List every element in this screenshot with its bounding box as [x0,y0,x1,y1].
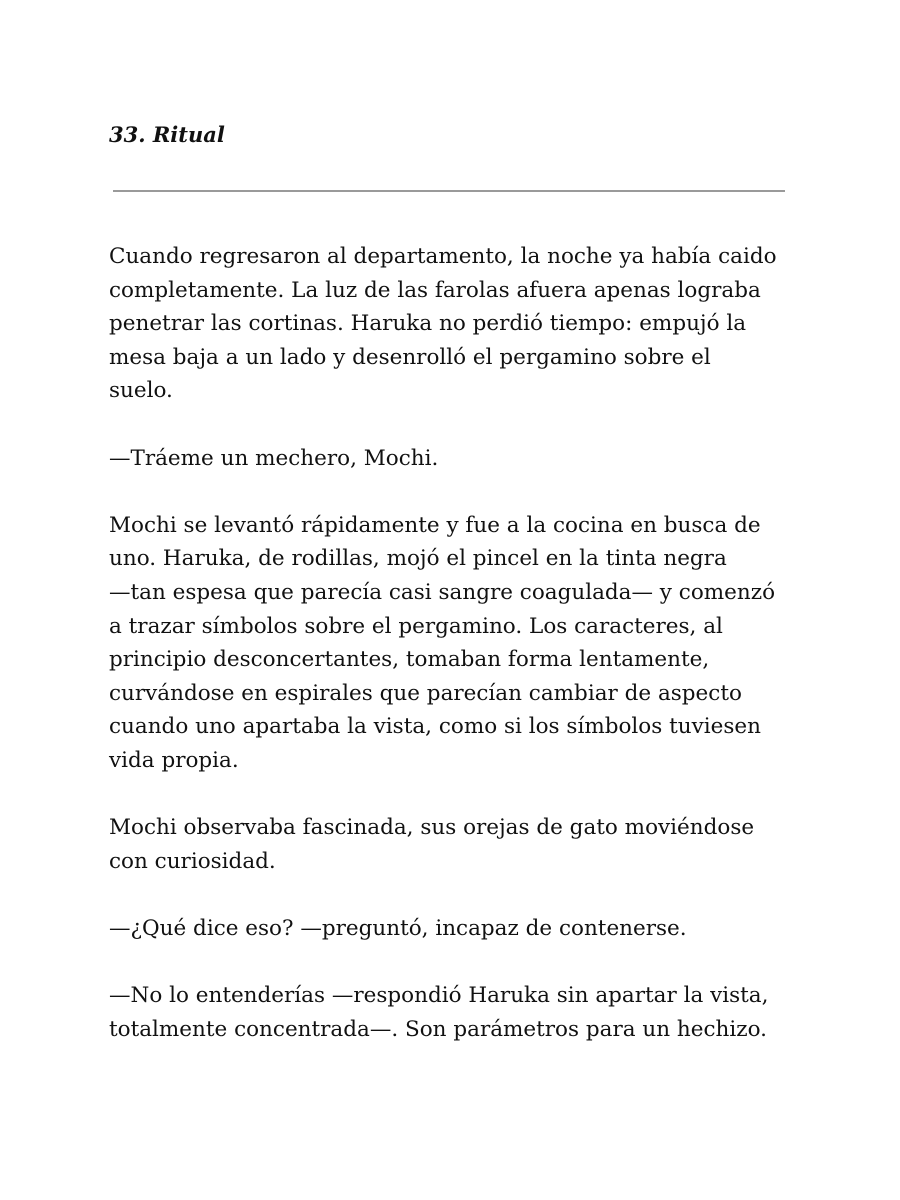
chapter-body [109,240,809,1080]
text-line: —No lo entenderías —respondió Haruka sin apartar la vista, [109,983,769,1009]
paragraph [109,509,809,778]
text-line: totalmente concentrada—. Son parámetros para un hechizo. [109,1016,767,1042]
paragraph [109,912,809,946]
text-line: principio desconcertantes, tomaban forma lentamente, [109,647,710,673]
text-line: suelo. [109,378,173,404]
text-line: Cuando regresaron al departamento, la noche ya había caido [109,244,777,269]
text-line: vida propia. [109,747,239,773]
title-divider [113,190,785,192]
text-line: —¿Qué dice eso? —preguntó, incapaz de contenerse. [109,915,687,941]
text-line: —Tráeme un mechero, Mochi. [109,445,439,471]
paragraph [109,240,809,408]
text-line: curvándose en espirales que parecían cambiar de aspecto [109,680,742,706]
text-line: a trazar símbolos sobre el pergamino. Los caracteres, al [109,613,723,639]
text-line: con curiosidad. [109,848,276,874]
text-line: —tan espesa que parecía casi sangre coagulada— y comenzó [109,579,776,605]
text-line: Mochi se levantó rápidamente y fue a la cocina en busca de [109,512,761,538]
text-line: Mochi observaba fascinada, sus orejas de gato moviéndose [109,815,755,841]
text-line: cuando uno apartaba la vista, como si los símbolos tuviesen [109,714,761,740]
paragraph [109,442,809,476]
text-line: completamente. La luz de las farolas afuera apenas lograba [109,277,761,303]
chapter-title: 33. Ritual [109,122,225,147]
paragraph [109,979,809,1046]
text-line: mesa baja a un lado y desenrolló el pergamino sobre el [109,344,711,370]
text-line: uno. Haruka, de rodillas, mojó el pincel en la tinta negra [109,546,727,572]
text-line: penetrar las cortinas. Haruka no perdió tiempo: empujó la [109,311,747,337]
paragraph [109,811,809,878]
